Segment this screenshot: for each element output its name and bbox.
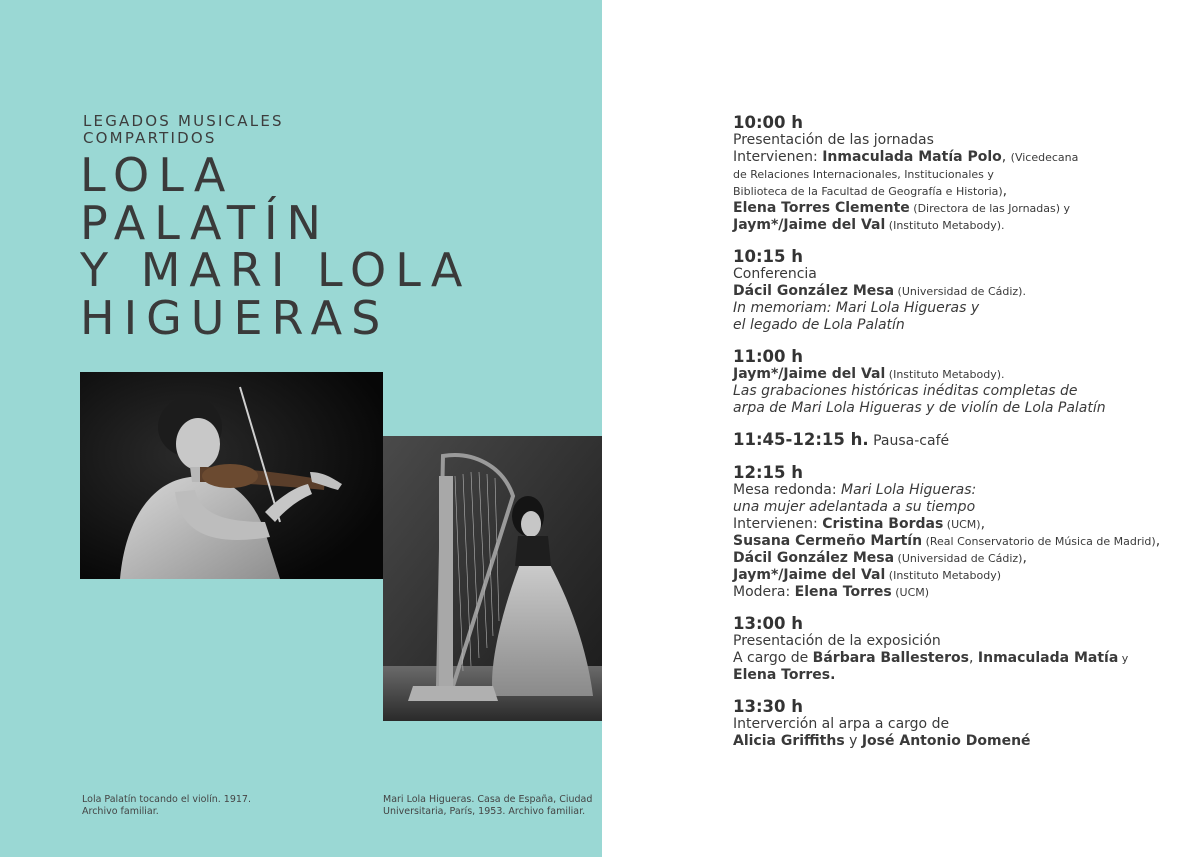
schedule-text: el legado de Lola Palatín	[733, 317, 905, 333]
violinist-photo-caption	[82, 794, 302, 818]
harpist-photo-caption	[383, 794, 598, 818]
schedule-item	[733, 463, 1173, 601]
harpist-photo	[383, 436, 602, 721]
schedule-text: Dácil González Mesa (Universidad de Cádiz).	[733, 283, 1026, 299]
schedule-text: 11:45-12:15 h. Pausa-café	[733, 430, 950, 449]
caption-line: Mari Lola Higueras. Casa de España, Ciudad	[383, 794, 593, 805]
title-line: PALATÍN	[80, 195, 330, 250]
schedule-text: Biblioteca de la Facultad de Geografía e Historia),	[733, 183, 1008, 199]
schedule-text: A cargo de Bárbara Ballesteros, Inmaculada Matía y	[733, 650, 1129, 666]
schedule-item	[733, 697, 1173, 750]
caption-line: Universitaria, París, 1953. Archivo familiar.	[383, 806, 586, 817]
schedule-item	[733, 247, 1173, 334]
schedule-text: Susana Cermeño Martín (Real Conservatorio de Música de Madrid),	[733, 533, 1161, 549]
schedule-item	[733, 113, 1173, 234]
violinist-photo	[80, 372, 383, 579]
caption-line: Archivo familiar.	[82, 806, 159, 817]
title-line: LOLA	[80, 148, 235, 202]
schedule-text: Intervienen: Cristina Bordas (UCM),	[733, 516, 986, 532]
series-kicker	[83, 113, 284, 147]
page-title	[80, 148, 472, 345]
schedule-text: Modera: Elena Torres (UCM)	[733, 584, 930, 600]
schedule-item	[733, 430, 1173, 450]
schedule-time: 13:30 h	[733, 697, 804, 716]
schedule-text: Jaym*/Jaime del Val (Instituto Metabody)	[733, 567, 1002, 583]
schedule-time: 11:00 h	[733, 347, 804, 366]
title-line: HIGUERAS	[80, 290, 390, 345]
schedule-text: Jaym*/Jaime del Val (Instituto Metabody).	[733, 217, 1005, 233]
caption-line: Lola Palatín tocando el violín. 1917.	[82, 794, 251, 805]
schedule-time: 12:15 h	[733, 463, 804, 482]
schedule-text: Presentación de la exposición	[733, 633, 941, 649]
schedule-text: Dácil González Mesa (Universidad de Cádiz),	[733, 550, 1027, 566]
schedule-text: arpa de Mari Lola Higueras y de violín de Lola Palatín	[733, 400, 1106, 416]
kicker-line: COMPARTIDOS	[83, 129, 217, 147]
schedule-text: Conferencia	[733, 266, 817, 282]
schedule-text: Alicia Griffiths y José Antonio Domené	[733, 733, 1031, 749]
schedule-item	[733, 347, 1173, 417]
schedule-text: de Relaciones Internacionales, Institucionales y	[733, 168, 994, 181]
schedule-text: Mesa redonda: Mari Lola Higueras:	[733, 482, 977, 498]
schedule-text: una mujer adelantada a su tiempo	[733, 499, 976, 515]
schedule-text: Elena Torres Clemente (Directora de las Jornadas) y	[733, 200, 1071, 216]
kicker-line: LEGADOS MUSICALES	[83, 112, 284, 130]
schedule-text: In memoriam: Mari Lola Higueras y	[733, 300, 980, 316]
schedule-item	[733, 614, 1173, 684]
schedule-text: Elena Torres.	[733, 667, 836, 683]
schedule-time: 10:15 h	[733, 247, 804, 266]
schedule-text: Presentación de las jornadas	[733, 132, 934, 148]
schedule-time: 11:45-12:15 h.	[733, 430, 869, 449]
schedule-time: 13:00 h	[733, 614, 804, 633]
title-line: Y MARI LOLA	[80, 243, 472, 297]
schedule-text: Interverción al arpa a cargo de	[733, 716, 950, 732]
schedule-text: Las grabaciones históricas inéditas completas de	[733, 383, 1078, 399]
schedule-text: Jaym*/Jaime del Val (Instituto Metabody).	[733, 366, 1005, 382]
schedule-text: Intervienen: Inmaculada Matía Polo, (Vicedecana	[733, 149, 1079, 165]
schedule-time: 10:00 h	[733, 113, 804, 132]
schedule	[733, 113, 1173, 763]
